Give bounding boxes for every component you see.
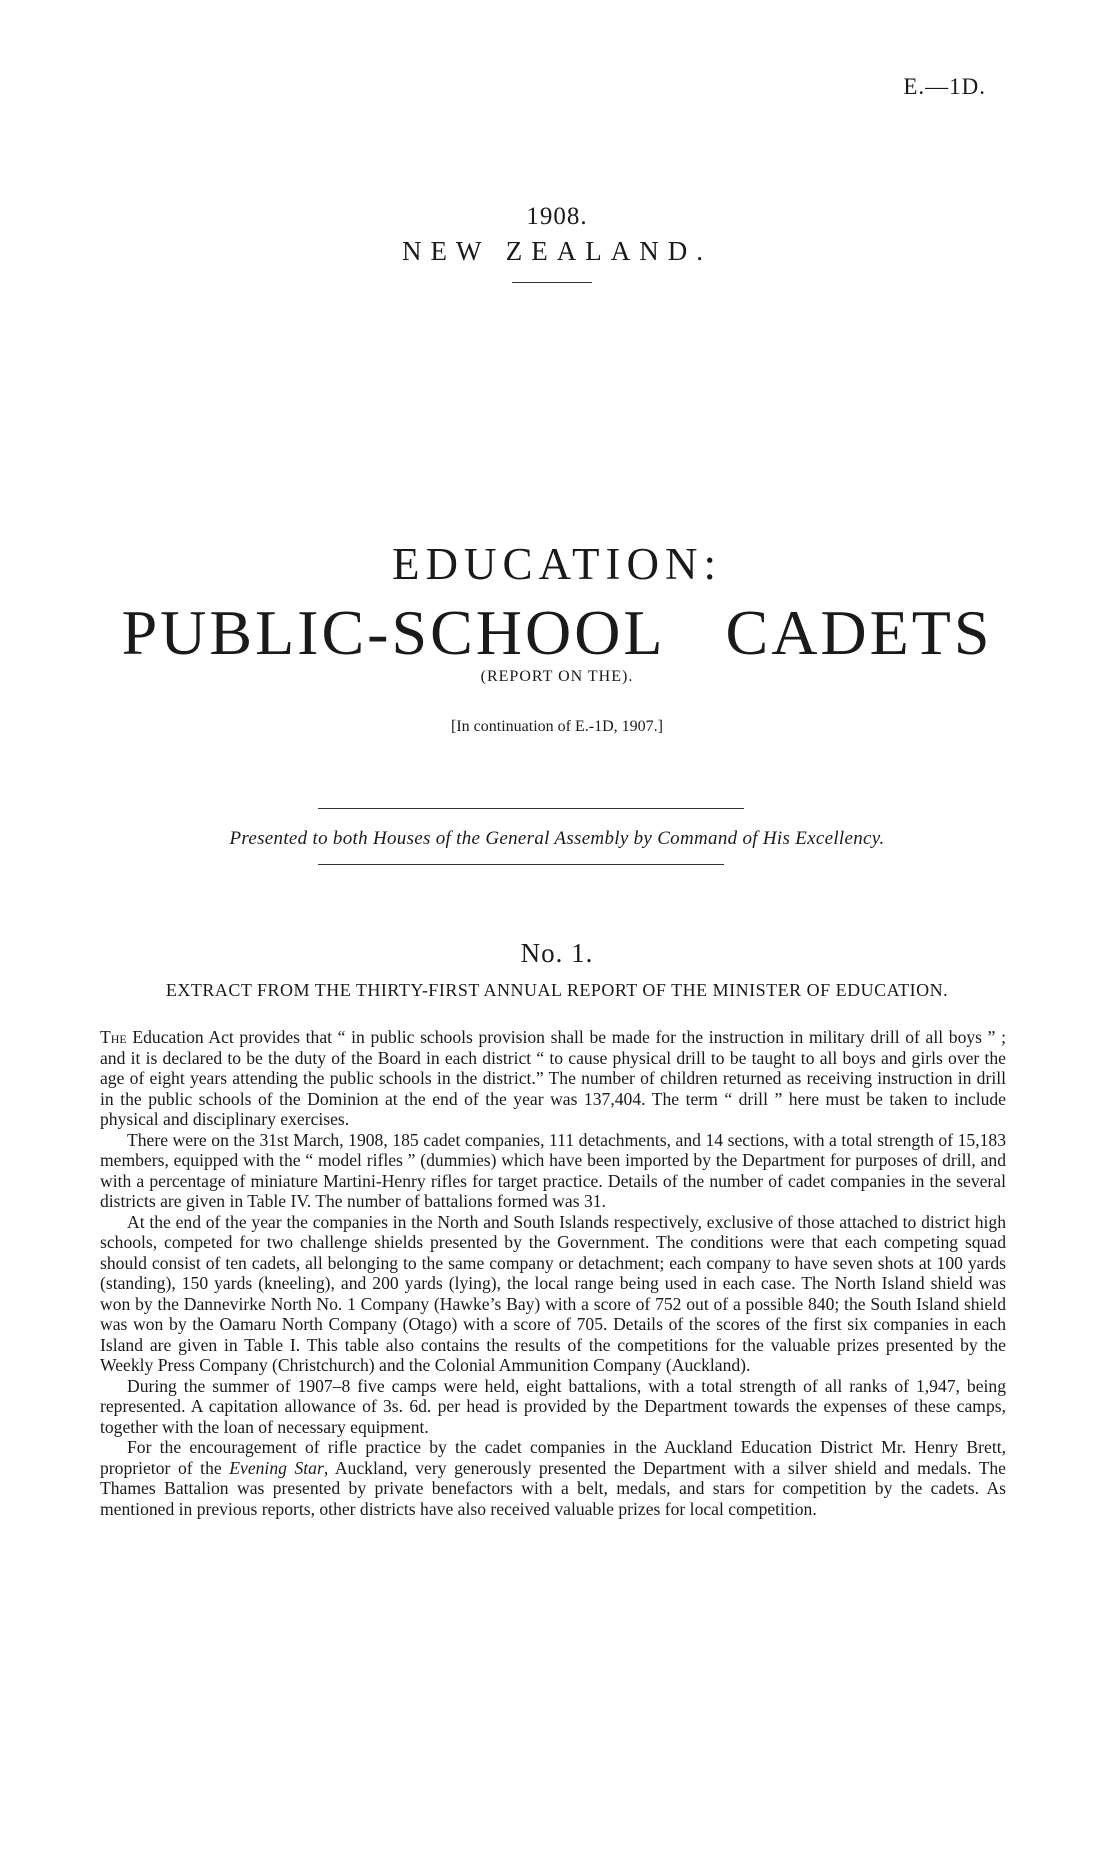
subtitle-left: PUBLIC-SCHOOL — [121, 597, 666, 668]
subtitle-right: CADETS — [725, 597, 993, 668]
title-divider — [512, 282, 592, 283]
presented-rule-bottom — [318, 864, 724, 865]
continuation-note: [In continuation of E.-1D, 1907.] — [451, 718, 663, 735]
newspaper-name: Evening Star — [229, 1457, 324, 1478]
paragraph-5-part-b: , Auckland, very generously presented the Department with a silver shield and medals. The Thames Battalion was presented by private benefactors with a belt, medals, and stars for competition by the cadets. As mentioned in previous reports, other districts have also received valuable prizes for local competition. — [100, 1457, 1006, 1519]
report-year: 1908. — [526, 203, 588, 230]
report-body — [100, 1027, 1006, 1519]
main-title: EDUCATION: — [392, 539, 722, 589]
presented-line: Presented to both Houses of the General Assembly by Command of His Excellency. — [229, 828, 885, 849]
presented-rule-top — [318, 808, 744, 809]
section-number: No. 1. — [520, 938, 594, 968]
report-on-label: (REPORT ON THE). — [480, 668, 634, 685]
paragraph-1-text: Education Act provides that “ in public schools provision shall be made for the instruction in military drill of all boys ” ; and it is declared to be the duty of the Board in each district “ to cause physical drill to be taught to all boys and girls over the age of eight years attending the public schools in the district.” The number of children returned as receiving instruction in drill in the public schools of the Dominion at the end of the year was 137,404. The term “ drill ” here must be taken to include physical and disciplinary exercises. — [100, 1027, 1006, 1129]
country-heading: NEW ZEALAND. — [402, 236, 712, 266]
paragraph-1-lead: The — [100, 1027, 127, 1047]
paragraph-4: During the summer of 1907–8 five camps were held, eight battalions, with a total strength of all ranks of 1,947, being represented. A capitation allowance of 3s. 6d. per head is provided by the Department towards the expenses of these camps, together with the loan of necessary equipment. — [100, 1375, 1006, 1437]
section-heading: EXTRACT FROM THE THIRTY-FIRST ANNUAL REPORT OF THE MINISTER OF EDUCATION. — [165, 980, 949, 1000]
paragraph-5 — [100, 1437, 1006, 1519]
document-reference: E.—1D. — [903, 74, 986, 99]
paragraph-1 — [100, 1027, 1006, 1130]
paragraph-5-part-a: For the encouragement of rifle practice by the cadet companies in the Auckland Education District Mr. Henry Brett, proprietor of the — [100, 1437, 1006, 1478]
subtitle — [0, 596, 1114, 670]
paragraph-2: There were on the 31st March, 1908, 185 cadet companies, 111 detachments, and 14 sections, with a total strength of 15,183 members, equipped with the “ model rifles ” (dummies) which have been imported by the Department for purposes of drill, and with a percentage of miniature Martini-Henry rifles for target practice. Details of the number of cadet companies in the several districts are given in Table IV. The number of battalions formed was 31. — [100, 1129, 1006, 1211]
paragraph-3: At the end of the year the companies in the North and South Islands respectively, exclusive of those attached to district high schools, competed for two challenge shields presented by the Government. The conditions were that each competing squad should consist of ten cadets, all belonging to the same company or detachment; each company to have seven shots at 100 yards (standing), 150 yards (kneeling), and 200 yards (lying), the local range being used in each case. The North Island shield was won by the Dannevirke North No. 1 Company (Hawke’s Bay) with a score of 752 out of a possible 840; the South Island shield was won by the Oamaru North Company (Otago) with a score of 705. Details of the scores of the first six companies in each Island are given in Table I. This table also contains the results of the competitions for the valuable prizes presented by the Weekly Press Company (Christchurch) and the Colonial Ammunition Company (Auckland). — [100, 1211, 1006, 1375]
